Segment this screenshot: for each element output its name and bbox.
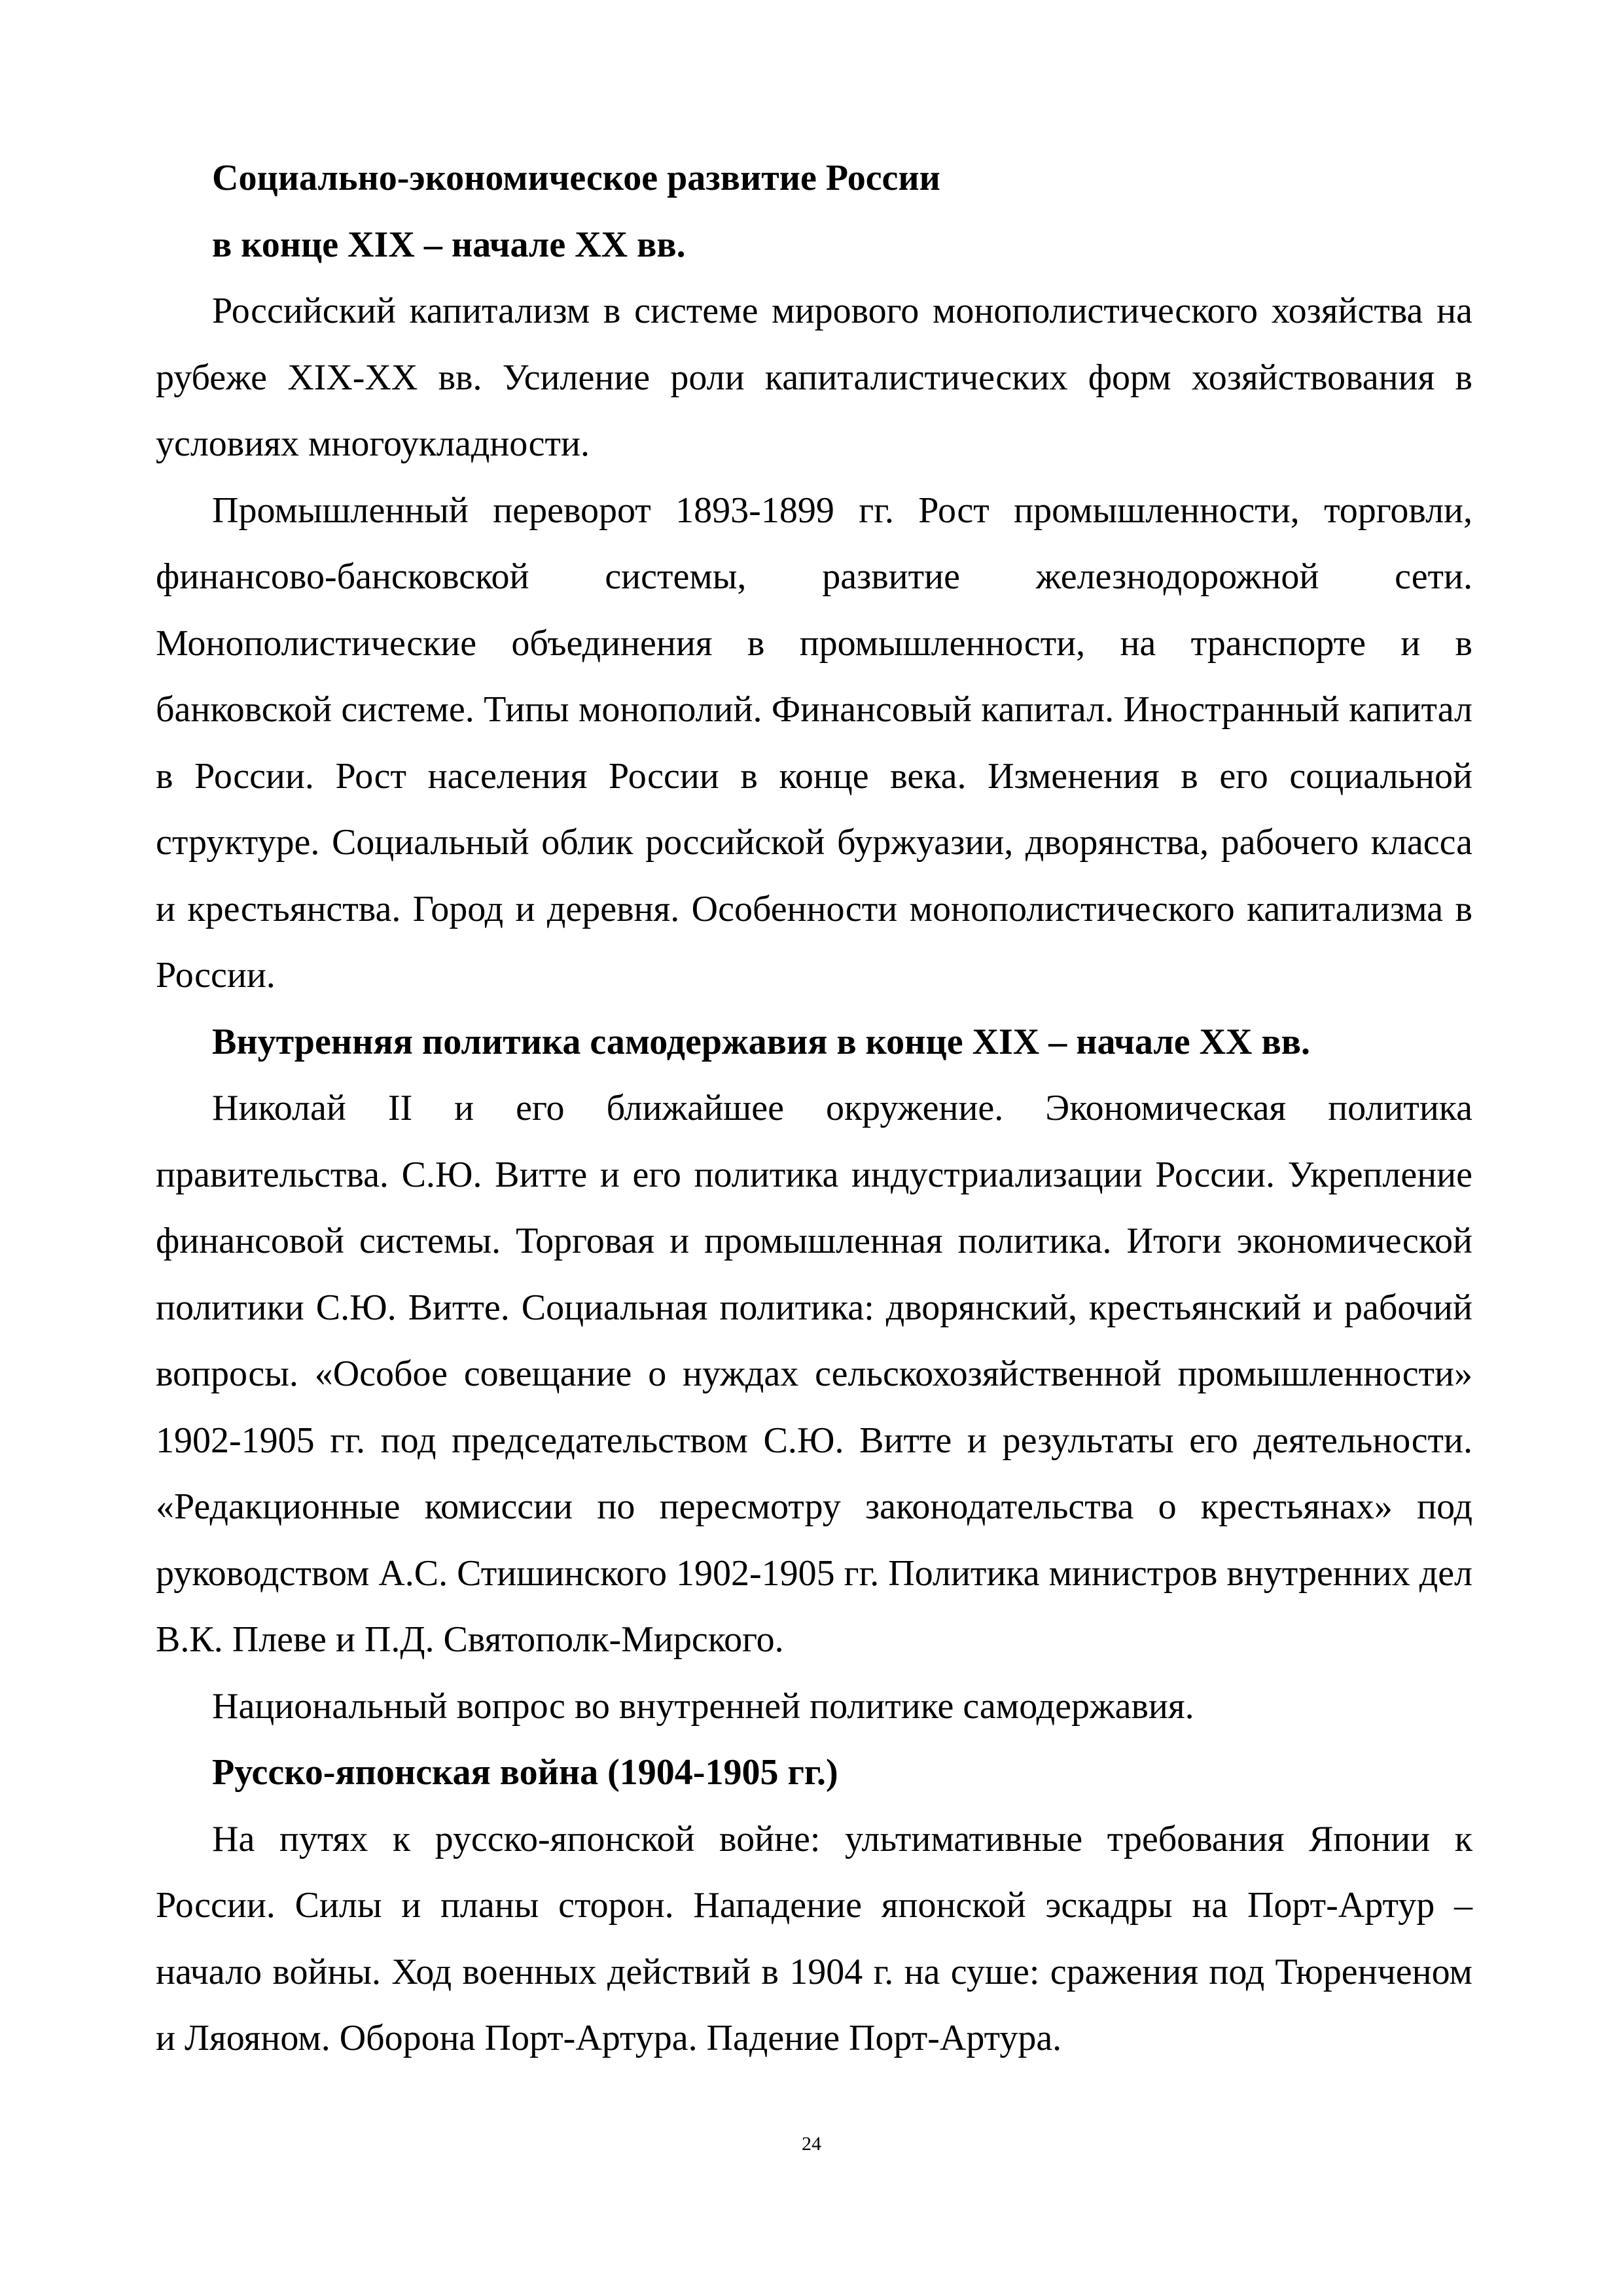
paragraph-industrial-revolution: Промышленный переворот 1893-1899 гг. Рост промышленности, торговли, финансово-бансковской системы, развитие железнодорожной сети. Монополистические объединения в промышленности, на транспорте и в банковской системе. Типы монополий. Финансовый капитал. Иностранный капитал в России. Рост населения России в конце века. Изменения в его социальной структуре. Социальный облик российской буржуазии, дворянства, рабочего класса и крестьянства. Город и деревня. Особенности монополистического капитализма в России. — [156, 490, 1472, 996]
paragraph-nicholas-ii: Николай II и его ближайшее окружение. Экономическая политика правительства. С.Ю. Витте и его политика индустриализации России. Укрепление финансовой системы. Торговая и промышленная политика. Итоги экономической политики С.Ю. Витте. Социальная политика: дворянский, крестьянский и рабочий вопросы. «Особое совещание о нуждах сельскохозяйственной промышленности» 1902-1905 гг. под председательством С.Ю. Витте и результаты его деятельности. «Редакционные комиссии по пересмотру законодательства о крестьянах» под руководством А.С. Стишинского 1902-1905 гг. Политика министров внутренних дел В.К. Плеве и П.Д. Святополк-Мирского. — [156, 1088, 1472, 1660]
paragraph-national-question: Национальный вопрос во внутренней политике самодержавия. — [212, 1685, 1194, 1727]
section-heading-socioeconomic-line2: в конце XIX – начале XX вв. — [212, 224, 686, 265]
page-number: 24 — [802, 2133, 821, 2155]
section-heading-socioeconomic-line1: Социально-экономическое развитие России — [212, 158, 940, 198]
paragraph-russian-capitalism: Российский капитализм в системе мирового монополистического хозяйства на рубеже XIX-XX вв. Усиление роли капиталистических форм хозяйствования в условиях многоукладности. — [156, 291, 1472, 464]
section-heading-russo-japanese-war: Русско-японская война (1904-1905 гг.) — [212, 1752, 838, 1793]
paragraph-road-to-war: На путях к русско-японской войне: ультимативные требования Японии к России. Силы и планы сторон. Нападение японской эскадры на Порт-Артур – начало войны. Ход военных действий в 1904 г. на суше: сражения под Тюренченом и Ляояном. Оборона Порт-Артура. Падение Порт-Артура. — [156, 1818, 1472, 2058]
page-content — [156, 145, 1472, 2072]
section-heading-domestic-policy: Внутренняя политика самодержавия в конце XIX – начале XX вв. — [212, 1021, 1310, 1062]
